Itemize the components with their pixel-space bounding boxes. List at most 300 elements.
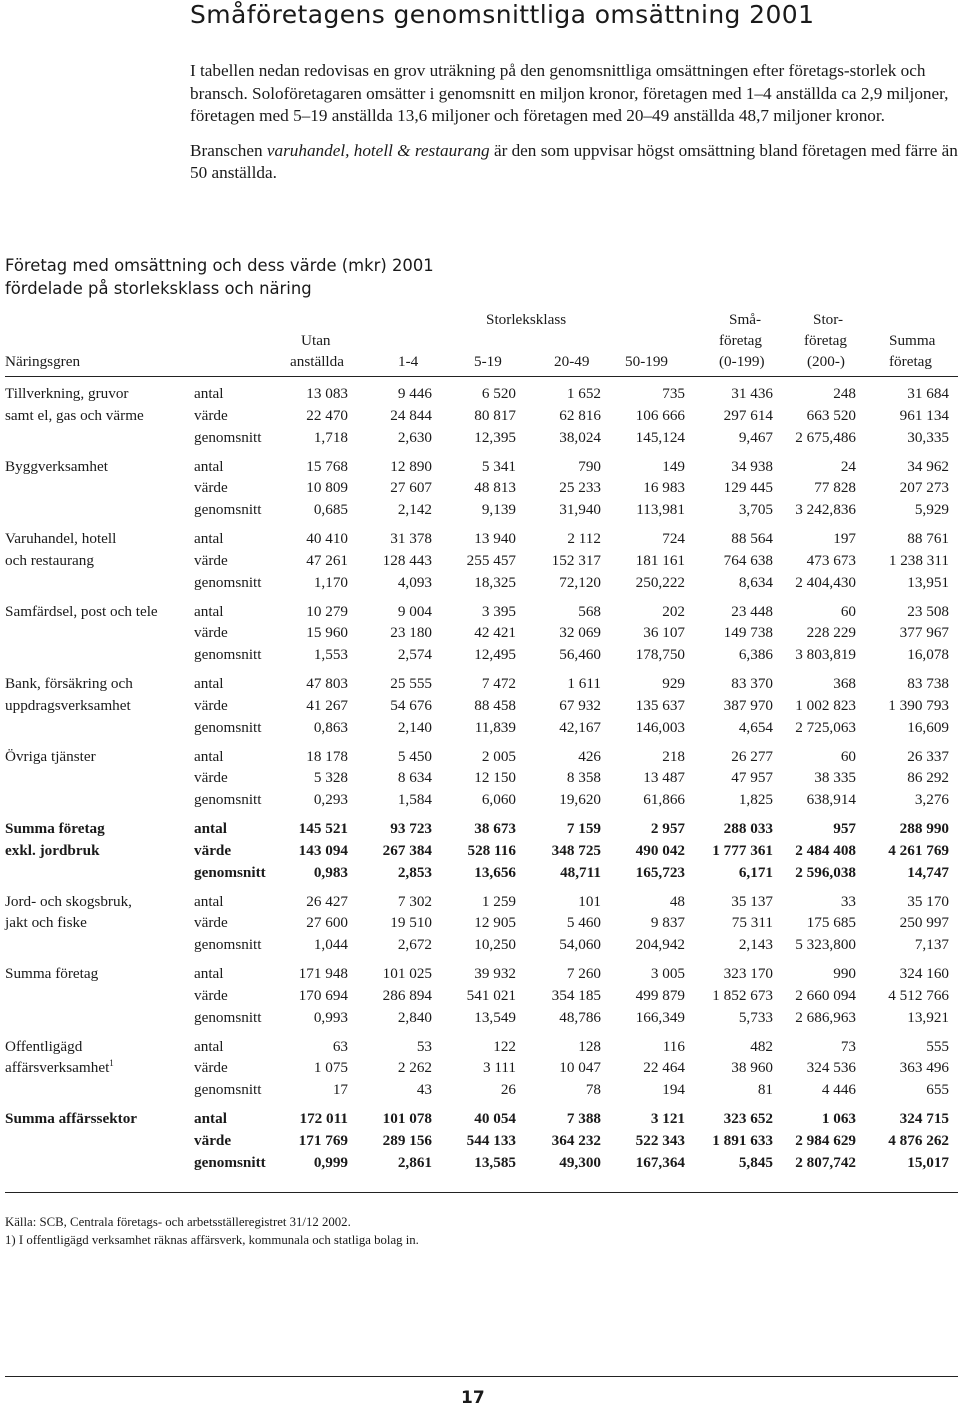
table-cell: 10 047	[559, 1059, 601, 1077]
table-cell: 482	[750, 1037, 773, 1055]
row-label: Offentligägd	[5, 1037, 83, 1055]
table-cell: 47 957	[731, 769, 773, 787]
table-cell: 128	[578, 1037, 601, 1055]
row-measure: antal	[194, 1037, 224, 1055]
table-cell: 3,705	[738, 501, 773, 519]
table-cell: 1,718	[313, 428, 348, 446]
table-cell: 6 520	[481, 385, 516, 402]
table-cell: 18 178	[306, 747, 348, 765]
table-cell: 122	[493, 1037, 516, 1055]
table-cell: 23 180	[390, 624, 432, 642]
table-cell: 250,222	[635, 573, 685, 591]
table-cell: 288 990	[899, 820, 949, 837]
table-cell: 23 448	[731, 602, 773, 620]
header-summa-2: företag	[889, 353, 933, 370]
table-cell: 13,656	[474, 863, 516, 881]
table-cell: 18,325	[474, 573, 516, 591]
table-cell: 78	[585, 1081, 601, 1099]
table-cell: 1 891 633	[712, 1131, 773, 1149]
table-cell: 128 443	[382, 551, 432, 569]
table-cell: 2 112	[567, 530, 601, 547]
header-storleksklass: Storleksklass	[486, 311, 567, 328]
row-measure: antal	[194, 675, 224, 692]
row-measure: värde	[194, 696, 228, 714]
header-naringsgren: Näringsgren	[5, 353, 81, 370]
table-cell: 83 370	[731, 675, 773, 692]
row-measure: antal	[194, 385, 224, 402]
table-title-line-2: fördelade på storleksklass och näring	[5, 279, 312, 298]
table-title	[5, 254, 434, 300]
table-cell: 34 938	[731, 457, 773, 475]
table-cell: 7 260	[566, 965, 601, 982]
table-cell: 6,060	[481, 791, 516, 809]
table-cell: 27 600	[306, 914, 348, 932]
table-cell: 735	[662, 385, 685, 402]
table-cell: 724	[662, 530, 685, 547]
table-cell: 1 075	[313, 1059, 348, 1077]
table-cell: 13 083	[306, 385, 348, 402]
table-cell: 33	[840, 892, 856, 910]
table-cell: 0,685	[313, 501, 348, 519]
table-cell: 135 637	[635, 696, 685, 714]
table-cell: 0,983	[313, 863, 348, 881]
table-cell: 31 684	[907, 385, 949, 402]
table-cell: 3 111	[482, 1059, 516, 1077]
row-measure: värde	[194, 986, 228, 1004]
row-measure: antal	[194, 965, 224, 982]
table-cell: 34 962	[907, 457, 949, 475]
table-cell: 56,460	[559, 646, 601, 664]
table-cell: 32 069	[559, 624, 601, 642]
table-cell: 5 460	[566, 914, 601, 932]
table-cell: 88 458	[474, 696, 516, 714]
table-cell: 2,140	[397, 718, 432, 736]
row-measure: värde	[194, 841, 232, 859]
table-cell: 165,723	[635, 863, 685, 881]
table-cell: 143 094	[298, 841, 348, 859]
table-cell: 655	[926, 1081, 949, 1099]
table-cell: 204,942	[635, 936, 685, 954]
row-label: exkl. jordbruk	[5, 841, 100, 859]
header-sma-2: företag	[719, 332, 763, 349]
table-cell: 568	[578, 602, 601, 620]
table-cell: 297 614	[723, 406, 773, 424]
table-cell: 1 063	[821, 1110, 856, 1127]
table-cell: 255 457	[466, 551, 516, 569]
table-cell: 2 596,038	[795, 863, 856, 881]
table-cell: 354 185	[551, 986, 601, 1004]
table-cell: 4 512 766	[888, 986, 949, 1004]
row-label: Byggverksamhet	[5, 457, 108, 475]
table-cell: 7 472	[481, 675, 516, 692]
table-cell: 522 343	[635, 1131, 685, 1149]
table-cell: 88 761	[907, 530, 949, 547]
table-cell: 60	[840, 602, 856, 620]
table-cell: 149 738	[723, 624, 773, 642]
page-number: 17	[461, 1388, 485, 1408]
table-cell: 990	[833, 965, 856, 982]
header-5-19: 5-19	[474, 353, 502, 370]
table-cell: 961 134	[899, 406, 949, 424]
table-cell: 149	[662, 457, 685, 475]
table-cell: 0,863	[313, 718, 348, 736]
table-cell: 26 277	[731, 747, 773, 765]
table-cell: 54,060	[559, 936, 601, 954]
table-cell: 2 484 408	[795, 841, 856, 859]
table-cell: 248	[833, 385, 856, 402]
table-cell: 83 738	[907, 675, 949, 692]
table-cell: 3 121	[650, 1110, 685, 1127]
table-cell: 13 940	[474, 530, 516, 547]
table-cell: 67 932	[559, 696, 601, 714]
table-cell: 24	[840, 457, 856, 475]
table-cell: 77 828	[814, 479, 856, 497]
row-measure: genomsnitt	[194, 1153, 266, 1171]
table-cell: 181 161	[635, 551, 685, 569]
table-cell: 22 464	[643, 1059, 685, 1077]
table-cell: 38 335	[814, 769, 856, 787]
table-cell: 324 715	[899, 1110, 949, 1127]
row-measure: antal	[194, 820, 227, 837]
row-measure: genomsnitt	[194, 646, 262, 664]
table-cell: 15 960	[306, 624, 348, 642]
table-cell: 54 676	[390, 696, 432, 714]
table-cell: 324 536	[806, 1059, 856, 1077]
table-cell: 15,017	[907, 1153, 949, 1171]
table-cell: 2 957	[650, 820, 685, 837]
table-cell: 27 607	[390, 479, 432, 497]
table-cell: 1 852 673	[712, 986, 773, 1004]
table-cell: 957	[833, 820, 856, 837]
table-cell: 129 445	[723, 479, 773, 497]
table-cell: 86 292	[907, 769, 949, 787]
table-cell: 324 160	[899, 965, 949, 982]
row-label: och restaurang	[5, 551, 94, 569]
table-cell: 13,585	[474, 1153, 516, 1171]
table-cell: 377 967	[899, 624, 949, 642]
table-cell: 286 894	[382, 986, 432, 1004]
table-cell: 1 777 361	[712, 841, 773, 859]
table-cell: 368	[833, 675, 856, 692]
row-label: Summa affärssektor	[5, 1110, 138, 1127]
table-cell: 5,733	[738, 1008, 773, 1026]
table-cell: 13,921	[907, 1008, 949, 1026]
header-rule	[5, 376, 958, 377]
table-cell: 152 317	[551, 551, 601, 569]
table-cell: 31 436	[731, 385, 773, 402]
table-cell: 61,866	[643, 791, 685, 809]
table-cell: 5 341	[481, 457, 516, 475]
row-measure: antal	[194, 530, 224, 547]
table-cell: 541 021	[466, 986, 516, 1004]
table-cell: 1,825	[738, 791, 773, 809]
table-cell: 7 159	[566, 820, 601, 837]
table-cell: 42 421	[474, 624, 516, 642]
table-cell: 170 694	[298, 986, 348, 1004]
table-cell: 116	[662, 1037, 685, 1055]
row-measure: värde	[194, 479, 228, 497]
table-cell: 62 816	[559, 406, 601, 424]
table-cell: 43	[416, 1081, 432, 1099]
header-stor-3: (200-)	[807, 353, 845, 370]
table-cell: 764 638	[723, 551, 773, 569]
table-cell: 1,553	[313, 646, 348, 664]
header-1-4: 1-4	[398, 353, 419, 370]
table-cell: 60	[840, 747, 856, 765]
table-cell: 2,142	[397, 501, 432, 519]
table-cell: 31 378	[390, 530, 432, 547]
table-cell: 2 686,963	[795, 1008, 856, 1026]
table-cell: 4 446	[821, 1081, 856, 1099]
intro-p2-start: Branschen	[190, 140, 267, 160]
table-cell: 2 262	[397, 1059, 432, 1077]
table-cell: 528 116	[467, 841, 516, 859]
table-cell: 6,171	[738, 863, 773, 881]
row-label: uppdragsverksamhet	[5, 696, 131, 714]
table-cell: 3 005	[650, 965, 685, 982]
table-cell: 19 510	[390, 914, 432, 932]
table-cell: 26	[500, 1081, 516, 1099]
table-cell: 1 652	[566, 385, 601, 402]
table-cell: 166,349	[635, 1008, 685, 1026]
footer-rule	[5, 1192, 958, 1193]
table-cell: 146,003	[635, 718, 685, 736]
table-cell: 1 390 793	[888, 696, 949, 714]
row-label: Varuhandel, hotell	[5, 530, 117, 547]
table-cell: 40 410	[306, 530, 348, 547]
table-cell: 63	[332, 1037, 348, 1055]
table-cell: 364 232	[551, 1131, 601, 1149]
row-measure: värde	[194, 551, 228, 569]
table-cell: 4 261 769	[888, 841, 949, 859]
source-note: Källa: SCB, Centrala företags- och arbetsställeregistret 31/12 2002.	[5, 1215, 351, 1229]
row-label: Jord- och skogsbruk,	[5, 892, 132, 910]
row-measure: värde	[194, 624, 228, 642]
table-cell: 80 817	[474, 406, 516, 424]
table-cell: 12 905	[474, 914, 516, 932]
table-cell: 26 337	[907, 747, 949, 765]
table-cell: 73	[840, 1037, 856, 1055]
header-50-199: 50-199	[625, 353, 669, 370]
header-stor-1: Stor-	[813, 311, 844, 328]
table-cell: 7 388	[566, 1110, 601, 1127]
table-cell: 25 233	[559, 479, 601, 497]
table-cell: 31,940	[559, 501, 601, 519]
table-cell: 175 685	[806, 914, 856, 932]
table-cell: 14,747	[907, 863, 949, 881]
row-measure: antal	[194, 747, 224, 765]
header-sma-1: Små-	[729, 311, 762, 328]
footnote-1: 1) I offentligägd verksamhet räknas affärsverk, kommunala och statliga bolag in.	[5, 1232, 419, 1247]
row-measure: genomsnitt	[194, 501, 262, 519]
table-cell: 5,929	[914, 501, 949, 519]
table-cell: 81	[757, 1081, 773, 1099]
table-cell: 228 229	[806, 624, 856, 642]
table-cell: 42,167	[559, 718, 601, 736]
table-cell: 88 564	[731, 530, 773, 547]
row-label: samt el, gas och värme	[5, 406, 144, 424]
table-cell: 2 005	[481, 747, 516, 765]
table-cell: 202	[662, 602, 685, 620]
row-measure: antal	[194, 892, 224, 910]
table-cell: 663 520	[806, 406, 856, 424]
table-cell: 1,044	[313, 936, 348, 954]
table-cell: 12,395	[474, 428, 516, 446]
table-cell: 38 673	[474, 820, 516, 837]
table-cell: 555	[926, 1037, 949, 1055]
table-cell: 197	[833, 530, 856, 547]
row-measure: genomsnitt	[194, 1081, 262, 1099]
row-measure: antal	[194, 602, 224, 620]
table-cell: 38,024	[559, 428, 601, 446]
row-measure: genomsnitt	[194, 428, 262, 446]
table-cell: 0,993	[313, 1008, 348, 1026]
row-measure: värde	[194, 1131, 232, 1149]
table-cell: 1,584	[397, 791, 432, 809]
row-label: jakt och fiske	[5, 914, 87, 932]
table-cell: 4,654	[738, 718, 773, 736]
table-cell: 2,630	[397, 428, 432, 446]
header-20-49: 20-49	[554, 353, 590, 370]
row-measure: genomsnitt	[194, 936, 262, 954]
table-cell: 26 427	[306, 892, 348, 910]
table-cell: 1 611	[567, 675, 601, 692]
table-cell: 101 078	[382, 1110, 432, 1127]
table-cell: 638,914	[806, 791, 856, 809]
row-label: Summa företag	[5, 965, 99, 982]
table-cell: 426	[578, 747, 601, 765]
row-label: Övriga tjänster	[5, 747, 96, 765]
table-cell: 12 150	[474, 769, 516, 787]
table-cell: 5 450	[397, 747, 432, 765]
intro-paragraph-1: I tabellen nedan redovisas en grov uträkning på den genomsnittliga omsättningen efter företags-storlek och bransch. Soloföretagaren omsätter i genomsnitt en miljon kronor, företagen med 1–4 anställda ca 2,9 miljoner, företagen med 5–19 anställda 13,6 miljoner och företagen med 20–49 anställda 48,7 miljoner kronor.	[190, 61, 949, 125]
table-cell: 2 404,430	[795, 573, 856, 591]
row-measure: antal	[194, 457, 224, 475]
intro-paragraph-2	[190, 140, 960, 185]
table-cell: 47 803	[306, 675, 348, 692]
table-cell: 171 948	[298, 965, 348, 982]
table-cell: 2,574	[397, 646, 432, 664]
row-measure: värde	[194, 914, 228, 932]
table-cell: 53	[416, 1037, 432, 1055]
table-cell: 207 273	[899, 479, 949, 497]
header-summa-1: Summa	[889, 332, 936, 349]
table-cell: 35 137	[731, 892, 773, 910]
table-cell: 3 242,836	[795, 501, 856, 519]
table-cell: 2,672	[397, 936, 432, 954]
table-cell: 22 470	[306, 406, 348, 424]
row-measure: genomsnitt	[194, 863, 266, 881]
table-cell: 2,143	[738, 936, 773, 954]
row-measure: genomsnitt	[194, 1008, 262, 1026]
table-cell: 250 997	[899, 914, 949, 932]
table-cell: 47 261	[306, 551, 348, 569]
table-cell: 490 042	[635, 841, 685, 859]
table-cell: 145 521	[298, 820, 348, 837]
table-cell: 12 890	[390, 457, 432, 475]
intro-text	[190, 60, 960, 197]
table-cell: 49,300	[559, 1153, 601, 1171]
table-cell: 113,981	[636, 501, 685, 519]
table-cell: 106 666	[635, 406, 685, 424]
row-label	[5, 1059, 114, 1077]
table-cell: 9 837	[650, 914, 685, 932]
header-anstallda: anställda	[290, 353, 344, 370]
row-measure: genomsnitt	[194, 573, 262, 591]
table-cell: 288 033	[723, 820, 773, 837]
row-measure: genomsnitt	[194, 791, 262, 809]
row-measure: värde	[194, 1059, 228, 1077]
table-title-line-1: Företag med omsättning och dess värde (mkr) 2001	[5, 256, 434, 275]
table-cell: 9,467	[738, 428, 773, 446]
table-cell: 7 302	[397, 892, 432, 910]
table-cell: 5,845	[738, 1153, 773, 1171]
table-cell: 544 133	[466, 1131, 516, 1149]
table-cell: 10 809	[306, 479, 348, 497]
table-cell: 16 983	[643, 479, 685, 497]
table-cell: 323 170	[723, 965, 773, 982]
table-cell: 93 723	[390, 820, 432, 837]
header-stor-2: företag	[804, 332, 848, 349]
table-cell: 473 673	[806, 551, 856, 569]
intro-p2-emphasis: varuhandel, hotell & restaurang	[266, 140, 490, 160]
table-cell: 9,139	[481, 501, 516, 519]
table-cell: 38 960	[731, 1059, 773, 1077]
table-cell: 289 156	[382, 1131, 432, 1149]
table-cell: 178,750	[635, 646, 685, 664]
table-cell: 1 259	[481, 892, 516, 910]
table-cell: 48,786	[559, 1008, 601, 1026]
table-cell: 387 970	[723, 696, 773, 714]
table-cell: 72,120	[559, 573, 601, 591]
table-cell: 348 725	[551, 841, 601, 859]
table-cell: 10,250	[474, 936, 516, 954]
table-cell: 13,951	[907, 573, 949, 591]
table-cell: 8 634	[397, 769, 432, 787]
table-cell: 218	[662, 747, 685, 765]
table-cell: 12,495	[474, 646, 516, 664]
page-title: Småföretagens genomsnittliga omsättning 2001	[190, 0, 815, 29]
table-cell: 2 725,063	[795, 718, 856, 736]
table-cell: 363 496	[899, 1059, 949, 1077]
table-cell: 48	[669, 892, 685, 910]
table-cell: 7,137	[914, 936, 949, 954]
table-cell: 48 813	[474, 479, 516, 497]
table-cell: 13 487	[643, 769, 685, 787]
table-cell: 2 675,486	[795, 428, 856, 446]
table-cell: 8 358	[566, 769, 601, 787]
table-cell: 17	[332, 1081, 348, 1099]
table-cell: 9 446	[397, 385, 432, 402]
table-cell: 194	[662, 1081, 685, 1099]
table-cell: 9 004	[397, 602, 432, 620]
table-cell: 790	[578, 457, 601, 475]
table-cell: 0,293	[313, 791, 348, 809]
table-cell: 267 384	[382, 841, 432, 859]
table-cell: 41 267	[306, 696, 348, 714]
table-cell: 24 844	[390, 406, 432, 424]
row-measure: antal	[194, 1110, 227, 1127]
table-cell: 171 769	[298, 1131, 348, 1149]
table-cell: 101	[578, 892, 601, 910]
row-measure: värde	[194, 769, 228, 787]
row-measure: genomsnitt	[194, 718, 262, 736]
table-cell: 15 768	[306, 457, 348, 475]
table-cell: 1 002 823	[795, 696, 856, 714]
table-cell: 167,364	[635, 1153, 685, 1171]
table-cell: 25 555	[390, 675, 432, 692]
table-cell: 6,386	[738, 646, 773, 664]
